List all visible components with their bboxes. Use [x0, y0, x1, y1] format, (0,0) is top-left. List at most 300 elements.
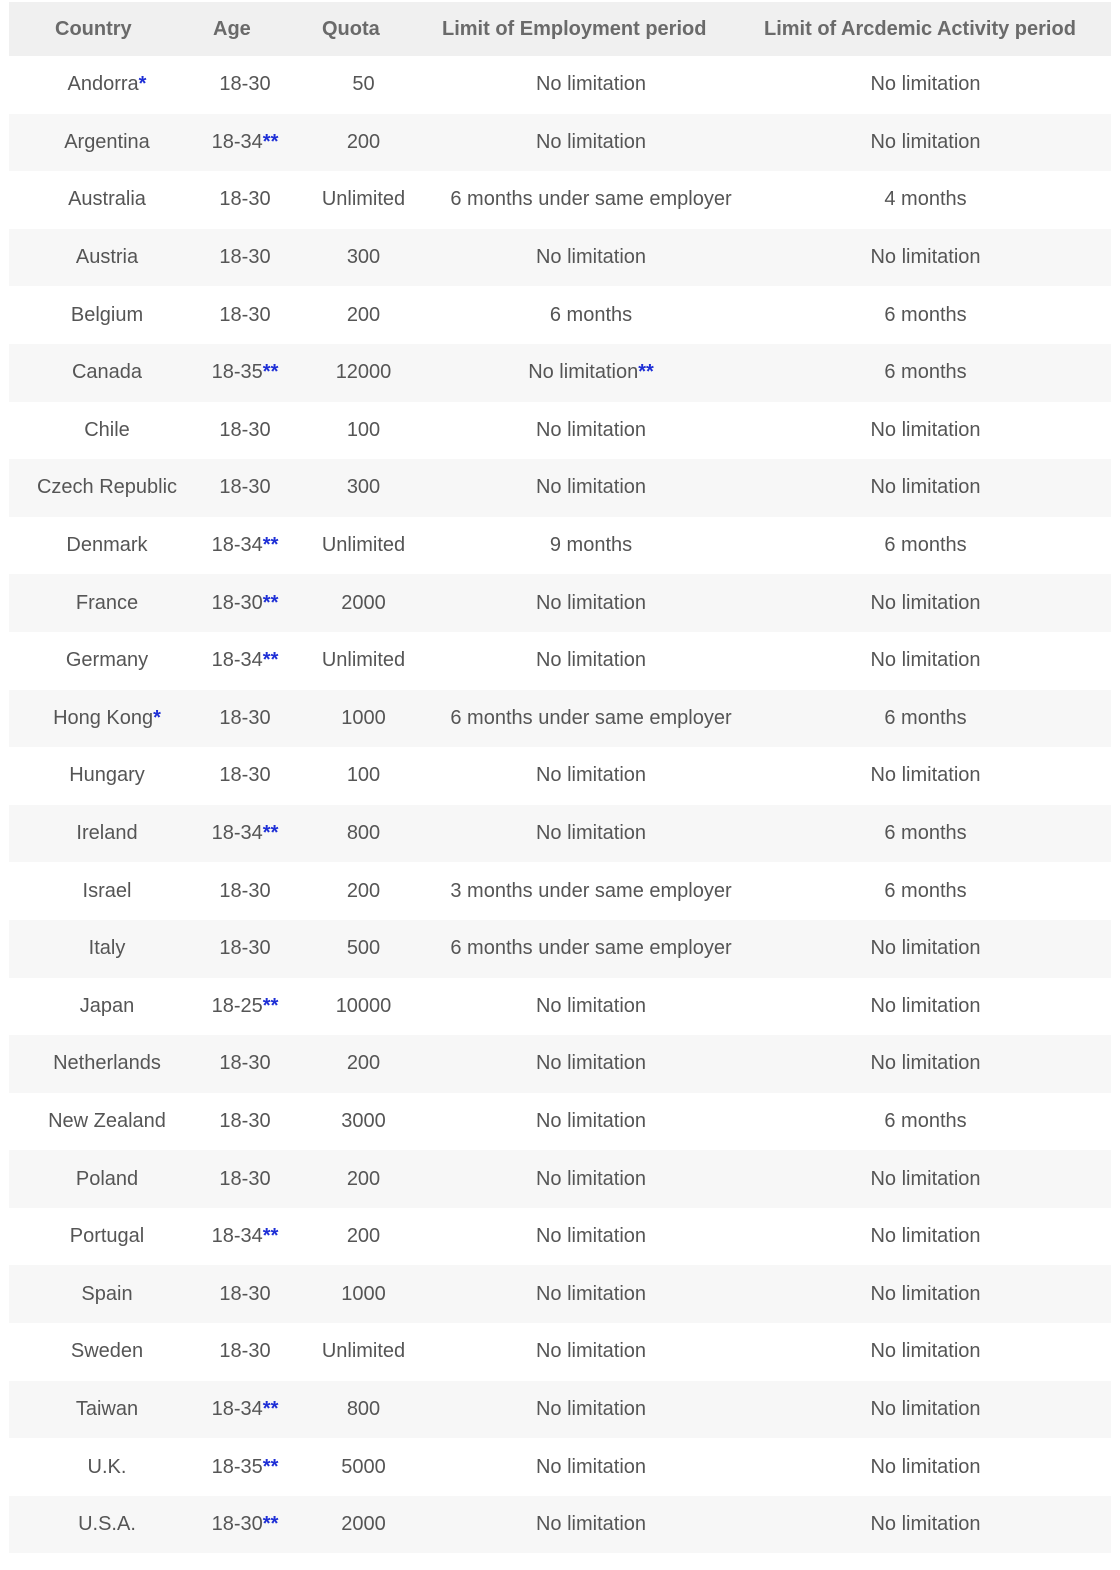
cell-academic-period-text: No limitation: [870, 1513, 981, 1536]
cell-country-text: Andorra: [67, 73, 139, 96]
cell-employment-period: [442, 978, 740, 1036]
cell-country-text: U.S.A.: [78, 1513, 136, 1536]
cell-employment-period: [442, 574, 740, 632]
cell-country-text: New Zealand: [48, 1109, 166, 1132]
table-row: [9, 920, 1111, 978]
cell-country-text: Ireland: [76, 822, 138, 845]
cell-country-text: Chile: [84, 418, 130, 441]
header-quota: Quota: [322, 17, 380, 40]
cell-academic-period: [740, 805, 1111, 863]
cell-country: [9, 632, 205, 690]
cell-employment-period-text: No limitation: [535, 1167, 647, 1190]
cell-country-text: Canada: [71, 361, 143, 384]
cell-age-text: 18-34: [211, 1397, 263, 1420]
cell-country-text: Czech Republic: [36, 476, 178, 499]
cell-age-text: 18-30: [219, 937, 271, 960]
cell-employment-period: [442, 920, 740, 978]
cell-age-text: 18-30: [219, 879, 271, 902]
cell-employment-period-text: 6 months under same employer: [450, 188, 732, 211]
cell-academic-period-text: No limitation: [870, 73, 981, 96]
cell-quota-text: 200: [346, 879, 381, 902]
cell-employment-period: [442, 56, 740, 114]
cell-quota-text: Unlimited: [321, 188, 406, 211]
cell-country: [9, 862, 205, 920]
cell-country: [9, 805, 205, 863]
cell-quota: [285, 1381, 442, 1439]
table-header-row: [9, 2, 1111, 56]
cell-academic-period-text: No limitation: [870, 418, 981, 441]
cell-academic-period: [740, 229, 1111, 287]
footnote-mark: **: [262, 591, 279, 614]
table-row: [9, 1381, 1111, 1439]
cell-quota-text: 2000: [341, 1513, 386, 1536]
cell-academic-period: [740, 632, 1111, 690]
table-row: [9, 286, 1111, 344]
cell-academic-period-text: No limitation: [870, 1282, 981, 1305]
cell-academic-period-text: No limitation: [870, 649, 981, 672]
cell-age-text: 18-30: [219, 1167, 271, 1190]
cell-age: [205, 1150, 285, 1208]
cell-quota-text: 50: [352, 73, 375, 96]
cell-employment-period-text: No limitation: [535, 1225, 647, 1248]
cell-country-text: Portugal: [69, 1225, 145, 1248]
cell-academic-period-text: No limitation: [870, 1225, 981, 1248]
cell-employment-period: [442, 1381, 740, 1439]
cell-academic-period: [740, 459, 1111, 517]
cell-age-text: 18-30: [219, 706, 271, 729]
cell-quota-text: 200: [346, 1052, 381, 1075]
cell-age-text: 18-35: [211, 361, 263, 384]
cell-academic-period-text: No limitation: [870, 994, 981, 1017]
footnote-mark: **: [262, 822, 279, 845]
table-header: [9, 2, 1111, 56]
cell-age-text: 18-34: [211, 649, 263, 672]
cell-employment-period: [442, 862, 740, 920]
cell-age: [205, 1438, 285, 1496]
table-row: [9, 344, 1111, 402]
cell-quota: [285, 574, 442, 632]
cell-academic-period-text: 6 months: [884, 303, 967, 326]
cell-quota: [285, 402, 442, 460]
cell-country-text: Hungary: [69, 764, 145, 787]
table-row: [9, 747, 1111, 805]
table-row: [9, 56, 1111, 114]
cell-employment-period-text: 6 months under same employer: [450, 937, 732, 960]
cell-quota: [285, 1496, 442, 1554]
cell-employment-period: [442, 690, 740, 748]
table-row: [9, 574, 1111, 632]
cell-age: [205, 229, 285, 287]
header-age: Age: [213, 17, 251, 40]
footnote-mark: **: [262, 1455, 279, 1478]
cell-academic-period: [740, 1093, 1111, 1151]
footnote-mark: **: [262, 994, 279, 1017]
table-row: [9, 1323, 1111, 1381]
cell-employment-period-text: No limitation: [528, 361, 639, 384]
cell-quota: [285, 978, 442, 1036]
cell-country: [9, 1265, 205, 1323]
cell-employment-period-text: No limitation: [535, 591, 647, 614]
cell-age-text: 18-25: [211, 994, 263, 1017]
table-row: [9, 632, 1111, 690]
cell-quota: [285, 747, 442, 805]
cell-employment-period: [442, 171, 740, 229]
cell-employment-period-text: 6 months under same employer: [450, 706, 732, 729]
cell-age-text: 18-30: [219, 1282, 271, 1305]
cell-academic-period-text: No limitation: [870, 476, 981, 499]
cell-academic-period-text: No limitation: [870, 591, 981, 614]
cell-country: [9, 1035, 205, 1093]
footnote-mark: *: [153, 706, 161, 729]
cell-country-text: Austria: [75, 246, 139, 269]
table-row: [9, 517, 1111, 575]
header-country: Country: [55, 17, 132, 40]
cell-quota-text: 800: [346, 822, 381, 845]
cell-quota: [285, 459, 442, 517]
cell-age: [205, 1093, 285, 1151]
cell-employment-period-text: 3 months under same employer: [450, 879, 732, 902]
header-academic-period: Limit of Arcdemic Activity period: [764, 17, 1076, 40]
cell-quota-text: 100: [346, 764, 381, 787]
cell-employment-period-text: No limitation: [535, 130, 647, 153]
cell-age: [205, 1496, 285, 1554]
table-row: [9, 978, 1111, 1036]
cell-employment-period-text: No limitation: [535, 1455, 647, 1478]
cell-quota: [285, 1323, 442, 1381]
cell-country: [9, 286, 205, 344]
cell-age: [205, 171, 285, 229]
cell-quota-text: 200: [346, 1167, 381, 1190]
cell-country-text: U.K.: [87, 1455, 127, 1478]
cell-country-text: Taiwan: [75, 1397, 139, 1420]
cell-employment-period-text: No limitation: [535, 73, 647, 96]
cell-age-text: 18-30: [219, 188, 271, 211]
cell-employment-period-text: No limitation: [535, 1397, 647, 1420]
cell-quota-text: 200: [346, 130, 381, 153]
cell-academic-period: [740, 1265, 1111, 1323]
cell-country-text: Denmark: [66, 534, 148, 557]
cell-quota-text: 200: [346, 1225, 381, 1248]
cell-employment-period: [442, 632, 740, 690]
cell-employment-period-text: No limitation: [535, 1282, 647, 1305]
cell-quota-text: 1000: [341, 1282, 386, 1305]
cell-employment-period: [442, 459, 740, 517]
cell-employment-period: [442, 286, 740, 344]
cell-age: [205, 862, 285, 920]
cell-academic-period: [740, 171, 1111, 229]
cell-employment-period: [442, 1208, 740, 1266]
cell-academic-period: [740, 862, 1111, 920]
table-row: [9, 1265, 1111, 1323]
cell-country: [9, 114, 205, 172]
cell-academic-period: [740, 1438, 1111, 1496]
cell-age-text: 18-30: [219, 1340, 271, 1363]
cell-age-text: 18-30: [219, 418, 271, 441]
cell-academic-period: [740, 517, 1111, 575]
cell-quota-text: 1000: [341, 706, 386, 729]
cell-academic-period-text: No limitation: [870, 130, 981, 153]
cell-country-text: Netherlands: [53, 1052, 161, 1075]
cell-country-text: Belgium: [70, 303, 144, 326]
footnote-mark: **: [262, 1225, 279, 1248]
cell-employment-period-text: 9 months: [549, 534, 633, 557]
cell-academic-period: [740, 1381, 1111, 1439]
cell-quota: [285, 56, 442, 114]
cell-country: [9, 1150, 205, 1208]
cell-quota: [285, 920, 442, 978]
footnote-mark: **: [262, 534, 279, 557]
cell-employment-period: [442, 1150, 740, 1208]
cell-employment-period: [442, 1265, 740, 1323]
cell-country-text: Italy: [88, 937, 126, 960]
cell-academic-period: [740, 402, 1111, 460]
cell-country: [9, 402, 205, 460]
cell-quota-text: 200: [346, 303, 381, 326]
cell-country-text: Argentina: [64, 130, 150, 153]
cell-country-text: Poland: [75, 1167, 139, 1190]
cell-age: [205, 1035, 285, 1093]
cell-country: [9, 1208, 205, 1266]
table-row: [9, 1438, 1111, 1496]
cell-quota: [285, 114, 442, 172]
cell-employment-period: [442, 747, 740, 805]
table-row: [9, 1150, 1111, 1208]
cell-employment-period-text: No limitation: [535, 649, 647, 672]
cell-age-text: 18-35: [211, 1455, 263, 1478]
cell-country: [9, 1323, 205, 1381]
cell-age-text: 18-30: [219, 764, 271, 787]
cell-quota: [285, 286, 442, 344]
footnote-mark: **: [262, 130, 279, 153]
cell-age: [205, 286, 285, 344]
cell-employment-period: [442, 114, 740, 172]
cell-academic-period: [740, 1496, 1111, 1554]
cell-quota: [285, 1150, 442, 1208]
footnote-mark: **: [262, 1513, 279, 1536]
cell-quota-text: 800: [346, 1397, 381, 1420]
cell-academic-period-text: 4 months: [884, 188, 967, 211]
cell-academic-period-text: No limitation: [870, 764, 981, 787]
cell-quota: [285, 171, 442, 229]
cell-country: [9, 229, 205, 287]
cell-country-text: Israel: [82, 879, 132, 902]
cell-academic-period-text: 6 months: [884, 706, 967, 729]
cell-quota: [285, 517, 442, 575]
cell-age: [205, 56, 285, 114]
cell-age: [205, 632, 285, 690]
cell-age-text: 18-34: [211, 822, 263, 845]
cell-age-text: 18-30: [219, 303, 271, 326]
cell-academic-period: [740, 1150, 1111, 1208]
cell-academic-period-text: No limitation: [870, 1167, 981, 1190]
cell-age-text: 18-30: [219, 1052, 271, 1075]
cell-country: [9, 574, 205, 632]
cell-country: [9, 1496, 205, 1554]
cell-employment-period-text: No limitation: [535, 1109, 647, 1132]
cell-quota: [285, 1265, 442, 1323]
cell-age-text: 18-30: [211, 591, 263, 614]
cell-age: [205, 690, 285, 748]
cell-age-text: 18-34: [211, 130, 263, 153]
cell-quota-text: Unlimited: [321, 649, 406, 672]
cell-age: [205, 459, 285, 517]
cell-employment-period: [442, 517, 740, 575]
cell-age-text: 18-34: [211, 534, 263, 557]
cell-quota: [285, 1035, 442, 1093]
table-row: [9, 1496, 1111, 1554]
cell-employment-period: [442, 1438, 740, 1496]
cell-country: [9, 1438, 205, 1496]
cell-country: [9, 920, 205, 978]
cell-academic-period-text: 6 months: [884, 1109, 967, 1132]
cell-academic-period: [740, 114, 1111, 172]
table-row: [9, 805, 1111, 863]
cell-quota-text: 5000: [341, 1455, 386, 1478]
cell-quota: [285, 1438, 442, 1496]
cell-employment-period: [442, 805, 740, 863]
cell-quota-text: 100: [346, 418, 381, 441]
cell-employment-period: [442, 402, 740, 460]
cell-employment-period-text: No limitation: [535, 476, 647, 499]
cell-academic-period-text: 6 months: [884, 534, 967, 557]
cell-age: [205, 1265, 285, 1323]
table-row: [9, 1093, 1111, 1151]
cell-employment-period-text: No limitation: [535, 1052, 647, 1075]
cell-quota: [285, 862, 442, 920]
cell-quota: [285, 632, 442, 690]
cell-age-text: 18-30: [219, 1109, 271, 1132]
footnote-mark: *: [138, 73, 147, 96]
table-row: [9, 1208, 1111, 1266]
cell-academic-period-text: No limitation: [870, 246, 981, 269]
cell-age: [205, 344, 285, 402]
cell-quota: [285, 690, 442, 748]
cell-academic-period: [740, 1208, 1111, 1266]
table-row: [9, 402, 1111, 460]
cell-age: [205, 1323, 285, 1381]
table-row: [9, 690, 1111, 748]
cell-country: [9, 747, 205, 805]
cell-academic-period-text: 6 months: [884, 361, 967, 384]
cell-academic-period: [740, 344, 1111, 402]
cell-employment-period-text: No limitation: [535, 418, 647, 441]
cell-quota: [285, 1208, 442, 1266]
cell-academic-period-text: No limitation: [870, 1455, 981, 1478]
cell-age: [205, 1208, 285, 1266]
cell-age-text: 18-30: [219, 476, 271, 499]
cell-age: [205, 978, 285, 1036]
cell-age: [205, 114, 285, 172]
cell-academic-period-text: 6 months: [884, 879, 967, 902]
cell-country: [9, 171, 205, 229]
cell-country-text: Australia: [68, 188, 146, 211]
cell-quota-text: 2000: [341, 591, 386, 614]
cell-country: [9, 56, 205, 114]
cell-country: [9, 690, 205, 748]
cell-employment-period-text: No limitation: [535, 994, 647, 1017]
table-row: [9, 862, 1111, 920]
cell-academic-period: [740, 574, 1111, 632]
cell-country: [9, 1381, 205, 1439]
footnote-mark: **: [262, 649, 279, 672]
cell-quota-text: 300: [346, 476, 381, 499]
cell-employment-period: [442, 1093, 740, 1151]
footnote-mark: **: [638, 361, 654, 384]
footnote-mark: **: [262, 1397, 279, 1420]
cell-employment-period: [442, 1035, 740, 1093]
cell-quota-text: Unlimited: [321, 1340, 406, 1363]
cell-academic-period: [740, 690, 1111, 748]
cell-employment-period: [442, 1496, 740, 1554]
cell-quota: [285, 805, 442, 863]
cell-country-text: Sweden: [70, 1340, 144, 1363]
cell-quota-text: 10000: [335, 994, 392, 1017]
cell-academic-period: [740, 56, 1111, 114]
cell-employment-period: [442, 1323, 740, 1381]
cell-academic-period-text: 6 months: [884, 822, 967, 845]
cell-employment-period-text: No limitation: [535, 246, 647, 269]
cell-quota-text: 300: [346, 246, 381, 269]
cell-academic-period: [740, 978, 1111, 1036]
cell-quota-text: 500: [346, 937, 381, 960]
cell-age-text: 18-30: [219, 73, 271, 96]
header-employment-period: Limit of Employment period: [442, 17, 707, 40]
table-row: [9, 229, 1111, 287]
cell-academic-period-text: No limitation: [870, 1340, 981, 1363]
table-row: [9, 171, 1111, 229]
cell-age-text: 18-30: [211, 1513, 263, 1536]
cell-age: [205, 402, 285, 460]
cell-country: [9, 344, 205, 402]
cell-age: [205, 517, 285, 575]
footnote-mark: **: [262, 361, 279, 384]
cell-employment-period: [442, 344, 740, 402]
cell-quota-text: 3000: [341, 1109, 386, 1132]
cell-employment-period: [442, 229, 740, 287]
cell-academic-period: [740, 747, 1111, 805]
cell-country-text: Japan: [79, 994, 135, 1017]
cell-employment-period-text: No limitation: [535, 822, 647, 845]
working-holiday-table-container: [9, 2, 1111, 1553]
table-row: [9, 459, 1111, 517]
cell-quota: [285, 229, 442, 287]
cell-country-text: Germany: [65, 649, 149, 672]
cell-country-text: Spain: [81, 1282, 133, 1305]
cell-academic-period: [740, 1035, 1111, 1093]
cell-academic-period-text: No limitation: [870, 1397, 981, 1420]
table-row: [9, 1035, 1111, 1093]
cell-quota-text: Unlimited: [321, 534, 406, 557]
cell-employment-period-text: No limitation: [535, 1340, 647, 1363]
cell-country: [9, 459, 205, 517]
cell-academic-period-text: No limitation: [870, 1052, 981, 1075]
cell-employment-period-text: No limitation: [535, 1513, 647, 1536]
cell-age: [205, 920, 285, 978]
table-body: [9, 56, 1111, 1553]
cell-academic-period: [740, 920, 1111, 978]
cell-age: [205, 1381, 285, 1439]
working-holiday-table: [9, 2, 1111, 1553]
cell-age: [205, 574, 285, 632]
cell-age: [205, 805, 285, 863]
cell-country: [9, 517, 205, 575]
cell-country: [9, 978, 205, 1036]
cell-age-text: 18-34: [211, 1225, 263, 1248]
table-row: [9, 114, 1111, 172]
cell-academic-period: [740, 286, 1111, 344]
cell-employment-period-text: No limitation: [535, 764, 647, 787]
cell-quota: [285, 344, 442, 402]
